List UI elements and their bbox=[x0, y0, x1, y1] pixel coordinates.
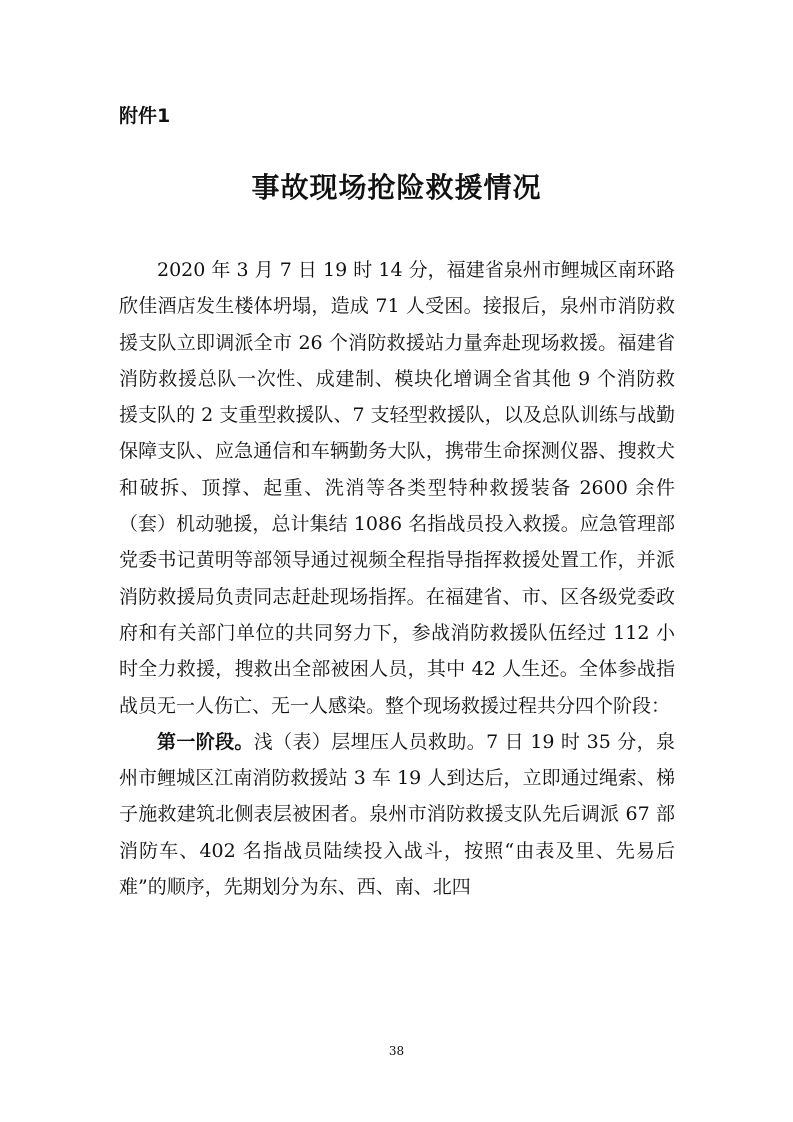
stage-one-heading: 第一阶段。 bbox=[157, 730, 254, 753]
paragraph-stage-one bbox=[119, 724, 675, 905]
paragraph-overview bbox=[119, 252, 675, 724]
document-body bbox=[119, 252, 675, 905]
document-title: 事故现场抢险救援情况 bbox=[251, 171, 542, 204]
paragraph-overview-text: 2020 年 3 月 7 日 19 时 14 分，福建省泉州市鲤城区南环路欣佳酒店发生楼体坍塌，造成 71 人受困。接报后，泉州市消防救援支队立即调派全市 26 个消防救援站力量奔赴现场救援。福建省消防救援总队一次性、成建制、模块化增调全省其他 9 个消防救援支队的 2 支重型救援队、7 支轻型救援队，以及总队训练与战勤保障支队、应急通信和车辆勤务大队，携带生命探测仪器、搜救犬和破拆、顶撑、起重、洗消等各类型特种救援装备 2600 余件（套）机动驰援，总计集结 1086 名指战员投入救援。应急管理部党委书记黄明等部领导通过视频全程指导指挥救援处置工作，并派消防救援局负责同志赶赴现场指挥。在福建省、市、区各级党委政府和有关部门单位的共同努力下，参战消防救援队伍经过 112 小时全力救援，搜救出全部被困人员，其中 42 人生还。全体参战指战员无一人伤亡、无一人感染。整个现场救援过程共分四个阶段： bbox=[119, 259, 675, 717]
page-number: 38 bbox=[388, 1044, 405, 1058]
attachment-label: 附件1 bbox=[119, 105, 171, 127]
paragraph-stage-one-text: 浅（表）层埋压人员救助。7 日 19 时 35 分，泉州市鲤城区江南消防救援站 3 车 19 人到达后，立即通过绳索、梯子施救建筑北侧表层被困者。泉州市消防救援支队先后调派 67 部消防车、402 名指战员陆续投入战斗，按照“由表及里、先易后难”的顺序，先期划分为东、西、南、北四 bbox=[119, 730, 675, 899]
